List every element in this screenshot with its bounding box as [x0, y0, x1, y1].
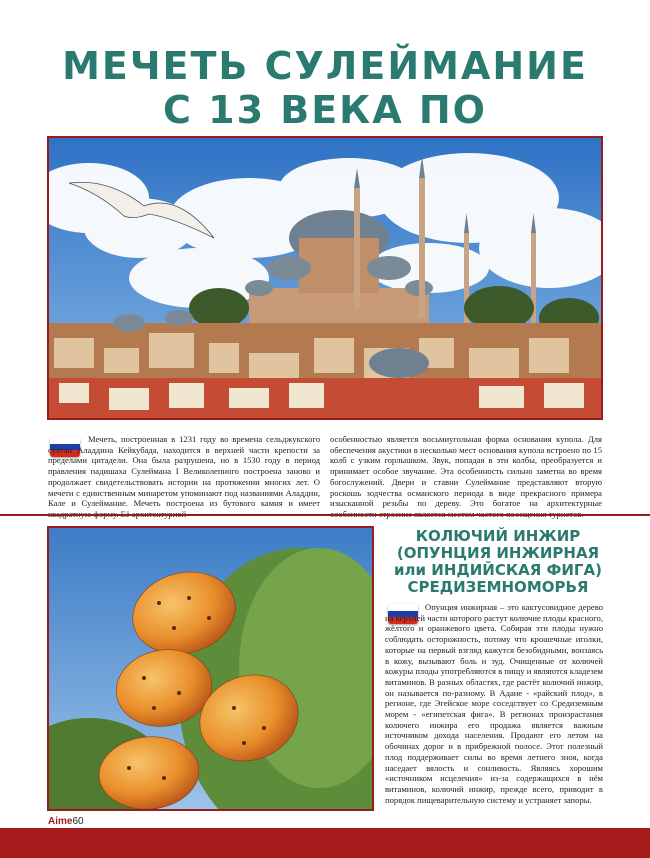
cactus-photo [47, 526, 374, 811]
mosque-photo [47, 136, 603, 420]
article2-title-line1: КОЛЮЧИЙ ИНЖИР [415, 527, 581, 545]
footer-bar [0, 828, 650, 858]
article2-title-line3: или ИНДИЙСКАЯ ФИГА) [394, 561, 602, 579]
brand-name: Aime [48, 816, 73, 827]
article2-title-line2: (ОПУНЦИЯ ИНЖИРНАЯ [396, 544, 600, 562]
page-number: 60 [72, 816, 84, 827]
article1-column1: Мечеть, построенная в 1231 году во времена сельджукского султан Аладдина Кейкубада, находится в верхней части крепости за пределами цитадели. Она была разрушена, но в 1530 году в период правления падишаха Сулеймана I Великолепного построена заново и продолжает свидетельствовать истории на протяжении многих лет. О мечети с единственным минаретом упоминают под названиями Аладдин, Кале и Сулеймание. Мечеть построена из бутового камня и имеет [48, 434, 320, 509]
article2-title-line4: СРЕДИЗЕМНОМОРЬЯ [407, 578, 589, 596]
section-divider [0, 514, 650, 516]
footer-logo [48, 816, 84, 827]
article2-body: Опунция инжирная – это кактусовидное дерево на верхней части которого растут колючие плоды красного, жёлтого и оранжевого цвета. Собирая эти плоды нужно соблюдать осторожность, потому что крошечные иголки, которые на первый взгляд кажутся безобидными, вонзаясь в кожу, вызывают боль и зуд. Очищенные от колючей кожуры плоды употребляются в пищу и являются кладезем витаминов. В разных областях, где растёт колючий инжир, он называется по-разному. В Адане - «райский плод», в регионе, где Эгейское море соседствует со Средиземным морем - «египетская фига». В регионах произрастания колючего инжира его продажа является важным источником дохода населения. Продают его летом на обочинах дорог и в прибрежной полосе. Этот полезный плод поддерживает силы во время летнего зноя, когда наседает вялость и сонливость. Являясь хорошим «источником исцеления» из-за содержащихся в нём витаминов, колючий инжир, прежде всего, приводит в порядок пищеварительную систему и устраняет запоры. [385, 602, 603, 805]
article1-title-line2: С 13 ВЕКА ПО [163, 88, 487, 132]
article1-column2: особенностью является восьмиугольная форма основания купола. Для обеспечения акустики в несколько мест основания купола встроено по 15 колб с узким горлышком. Звук, попадая в эти колбы, преобразуется и принимает особое звучание. Эта особенность сильно заметна во время богослужений. Двери и ставни Сулеймание представляют вторую роскошь зодчества османского периода в виде прекрасного примера изысканной резьбы по дереву. Это богатое на архитектурные [330, 434, 602, 509]
article2-title [382, 528, 614, 596]
article1-title-line1: МЕЧЕТЬ СУЛЕЙМАНИЕ [62, 44, 588, 88]
